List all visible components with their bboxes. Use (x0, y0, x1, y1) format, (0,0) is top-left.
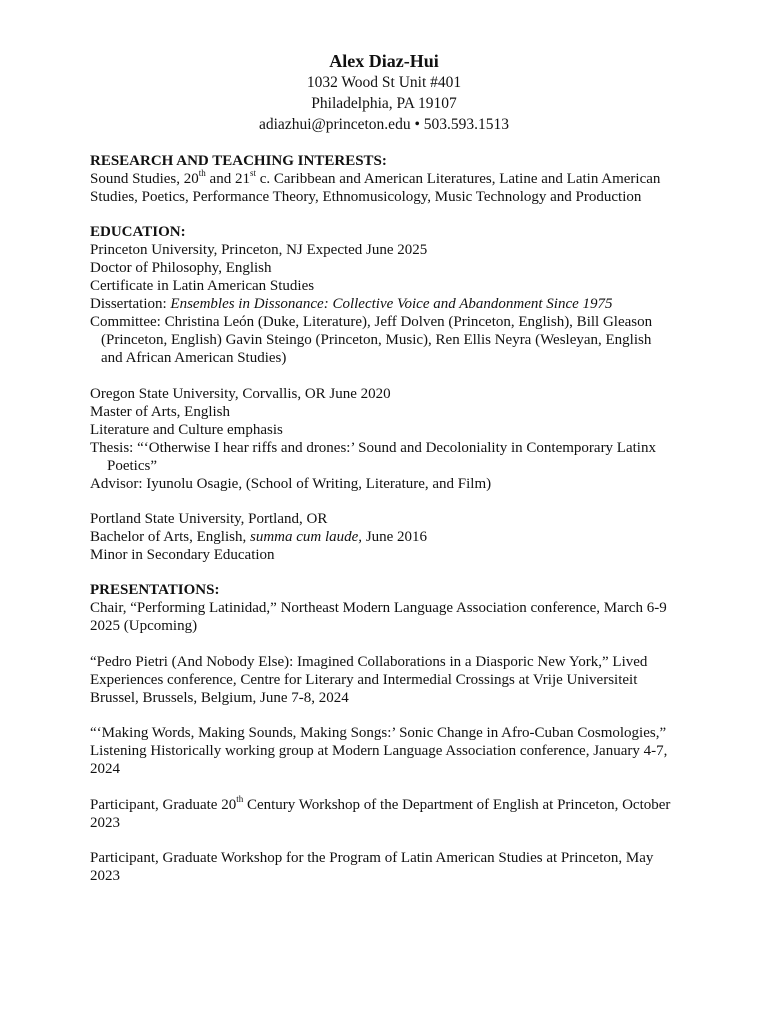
presentation-5-line-1: Participant, Graduate Workshop for the Program of Latin American Studies at Princeton, May (90, 850, 654, 866)
degree-date: June 2016 (362, 529, 428, 545)
degree-text: Bachelor of Arts, English, (90, 529, 250, 545)
section-title-education: EDUCATION: (90, 224, 186, 240)
edu-oregon-thesis-1: Thesis: “‘Otherwise I hear riffs and drones:’ Sound and Decoloniality in Contemporary Latinx (90, 440, 656, 456)
presentation-1-line-1: Chair, “Performing Latinidad,” Northeast Modern Language Association conference, March 6-9 (90, 600, 667, 616)
interests-line-1 (90, 170, 690, 188)
presentation-2-line-1: “Pedro Pietri (And Nobody Else): Imagined Collaborations in a Diasporic New York,” Lived (90, 654, 648, 670)
presentation-4-sup: th (236, 794, 244, 804)
edu-portland-line-2 (90, 528, 690, 546)
honors-text: summa cum laude, (249, 529, 363, 545)
edu-oregon-advisor: Advisor: Iyunolu Osagie, (School of Writing, Literature, and Film) (90, 476, 492, 492)
edu-oregon-line-1: Oregon State University, Corvallis, OR June 2020 (90, 386, 391, 402)
edu-princeton-committee-1: Committee: Christina León (Duke, Literature), Jeff Dolven (Princeton, English), Bill Gleason (90, 314, 653, 330)
address-line-2: Philadelphia, PA 19107 (311, 95, 457, 112)
dissertation-title: Ensembles in Dissonance: Collective Voice and Abandonment Since 1975 (170, 296, 613, 312)
presentation-2-line-2: Experiences conference, Centre for Literary and Intermedial Crossings at Vrije Universiteit (90, 672, 638, 688)
dissertation-label: Dissertation: (90, 296, 171, 312)
presentation-4-text-a: Participant, Graduate 20 (90, 797, 237, 813)
edu-portland-line-1: Portland State University, Portland, OR (90, 511, 328, 527)
edu-princeton-line-1: Princeton University, Princeton, NJ Expected June 2025 (90, 242, 428, 258)
presentation-4-line-1 (90, 796, 690, 814)
edu-oregon-thesis-2: Poetics” (107, 458, 157, 474)
edu-oregon-line-3: Literature and Culture emphasis (90, 422, 283, 438)
presentation-4-text-b: Century Workshop of the Department of English at Princeton, October (243, 797, 671, 813)
presentation-5-line-2: 2023 (90, 868, 120, 884)
cv-header (0, 50, 768, 135)
edu-princeton-committee-3: and African American Studies) (101, 350, 287, 366)
interests-text-b: and 21 (205, 171, 250, 187)
edu-portland-line-3: Minor in Secondary Education (90, 547, 275, 563)
interests-sup-1: th (198, 168, 206, 178)
presentation-3-line-3: 2024 (90, 761, 120, 777)
edu-princeton-line-2: Doctor of Philosophy, English (90, 260, 272, 276)
presentation-1-line-2: 2025 (Upcoming) (90, 618, 198, 634)
section-title-interests: RESEARCH AND TEACHING INTERESTS: (90, 153, 387, 169)
presentation-3-line-1: “‘Making Words, Making Sounds, Making Songs:’ Sonic Change in Afro-Cuban Cosmologies,” (90, 725, 667, 741)
address-line-1: 1032 Wood St Unit #401 (306, 74, 462, 91)
interests-sup-2: st (249, 168, 256, 178)
presentation-2-line-3: Brussel, Brussels, Belgium, June 7-8, 2024 (90, 690, 349, 706)
contact-line: adiazhui@princeton.edu • 503.593.1513 (259, 116, 509, 133)
interests-text-c: c. Caribbean and American Literatures, Latine and Latin American (255, 171, 661, 187)
interests-text-a: Sound Studies, 20 (90, 171, 199, 187)
edu-oregon-line-2: Master of Arts, English (90, 404, 230, 420)
interests-line-2: Studies, Poetics, Performance Theory, Ethnomusicology, Music Technology and Production (90, 189, 642, 205)
presentation-4-line-2: 2023 (90, 815, 120, 831)
edu-princeton-committee-2: (Princeton, English) Gavin Steingo (Princeton, Music), Ren Ellis Neyra (Wesleyan, English (101, 332, 652, 348)
edu-princeton-line-3: Certificate in Latin American Studies (90, 278, 315, 294)
person-name: Alex Diaz-Hui (329, 51, 439, 71)
presentation-3-line-2: Listening Historically working group at Modern Language Association conference, January 4-7, (90, 743, 668, 759)
section-title-presentations: PRESENTATIONS: (90, 582, 220, 598)
edu-princeton-dissertation (90, 295, 690, 313)
